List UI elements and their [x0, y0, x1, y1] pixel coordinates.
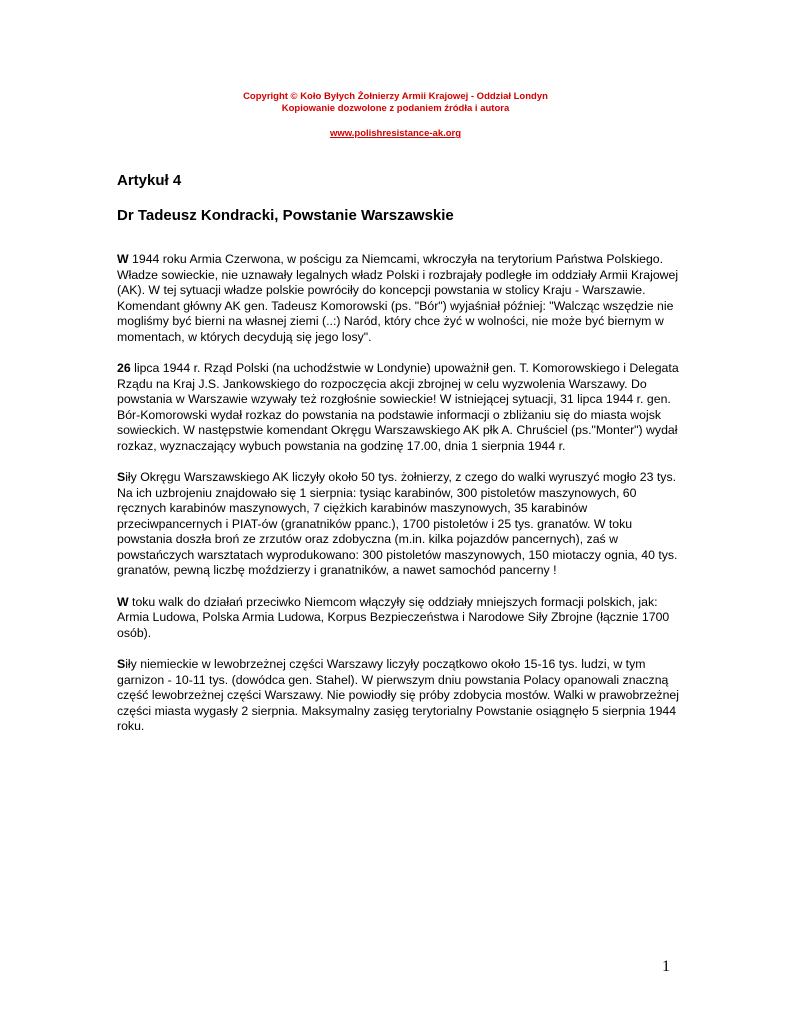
paragraph-text: 1944 roku Armia Czerwona, w pościgu za Niemcami, wkroczyła na terytorium Państwa Polskiego. Władze sowieckie, nie uznawały legalnych władz Polski i rozbrajały podległe im oddziały Armii Krajowej (AK). W tej sytuacji władze polskie powróciły do koncepcji powstania w stolicy Kraju - Warszawie. Komendant główny AK gen. Tadeusz Komorowski (ps. "Bór") wyjaśniał później: "Walcząc wszędzie nie mogliśmy być bierni na własnej ziemi (..:) Naród, który chce żyć w wolności, nie może być biernym w momentach, w których decydują się jego losy". — [117, 252, 679, 344]
paragraph-text: lipca 1944 r. Rząd Polski (na uchodźstwie w Londynie) upoważnił gen. T. Komorowskiego i Delegata Rządu na Kraj J.S. Jankowskiego do rozpoczęcia akcji zbrojnej w celu wyzwolenia Warszawy. Do powstania w Warszawie wzywały też rozgłośnie sowieckie! W istniejącej sytuacji, 31 lipca 1944 r. gen. Bór-Komorowski wydał rozkaz do powstania na podstawie informacji o zbliżaniu się do miasta wojsk sowieckich. W następstwie komendant Okręgu Warszawskiego AK płk A. Chruściel (ps."Monter") wydał rozkaz, wyznaczający wybuch powstania na godzinę 17.00, dnia 1 sierpnia 1944 r. — [117, 361, 679, 453]
paragraph-text: iły Okręgu Warszawskiego AK liczyły około 50 tys. żołnierzy, z czego do walki wyruszyć mogło 23 tys. Na ich uzbrojeniu znajdowało się 1 sierpnia: tysiąc karabinów, 300 pistoletów maszynowych, 60 ręcznych karabinów maszynowych, 7 ciężkich karabinów maszynowych, 35 karabinów przeciwpancernych i PIAT-ów (granatników ppanc.), 1700 pistoletów i 25 tys. granatów. W toku powstania doszła broń ze zrzutów oraz zdobyczna (m.in. kilka pojazdów pancernych), zaś w powstańczych warsztatach wyprodukowano: 300 pistoletów maszynowych, 150 miotaczy ognia, 40 tys. granatów, pewną liczbę moździerzy i granatników, a nawet samochód pancerny ! — [117, 470, 678, 577]
article-title: Dr Tadeusz Kondracki, Powstanie Warszawskie — [117, 207, 454, 224]
copyright-notice — [0, 91, 791, 140]
article-body — [117, 252, 682, 751]
paragraph-lead: W — [117, 594, 129, 609]
article-number: Artykuł 4 — [117, 172, 182, 189]
paragraph-lead: S — [117, 657, 126, 671]
paragraph-lead: W — [117, 252, 129, 266]
paragraph — [117, 470, 682, 579]
copy-permission-line: Kopiowanie dozwolone z podaniem źródła i autora — [281, 103, 510, 114]
page-number: 1 — [662, 958, 670, 975]
paragraph — [117, 595, 682, 642]
paragraph — [117, 252, 682, 345]
paragraph — [117, 361, 682, 454]
paragraph-lead: S — [117, 470, 126, 484]
paragraph — [117, 657, 682, 735]
website-link[interactable]: www.polishresistance-ak.org — [329, 128, 462, 139]
paragraph-text: iły niemieckie w lewobrzeżnej części Warszawy liczyły początkowo około 15-16 tys. ludzi, w tym garnizon - 10-11 tys. (dowódca gen. Stahel). W pierwszym dniu powstania Polacy opanowali znaczną część lewobrzeżnej części Warszawy. Nie powiodły się próby zdobycia mostów. Walki w prawobrzeżnej części miasta wygasły 2 sierpnia. Maksymalny zasięg terytorialny Powstanie osiągnęło 5 sierpnia 1944 roku. — [117, 657, 679, 733]
copyright-line: Copyright © Koło Byłych Żołnierzy Armii Krajowej - Oddział Londyn — [243, 91, 548, 102]
paragraph-text: toku walk do działań przeciwko Niemcom włączyły się oddziały mniejszych formacji polskich, jak: Armia Ludowa, Polska Armia Ludowa, Korpus Bezpieczeństwa i Narodowe Siły Zbrojne (łącznie 1700 osób). — [117, 594, 670, 640]
paragraph-lead: 26 — [117, 361, 131, 375]
